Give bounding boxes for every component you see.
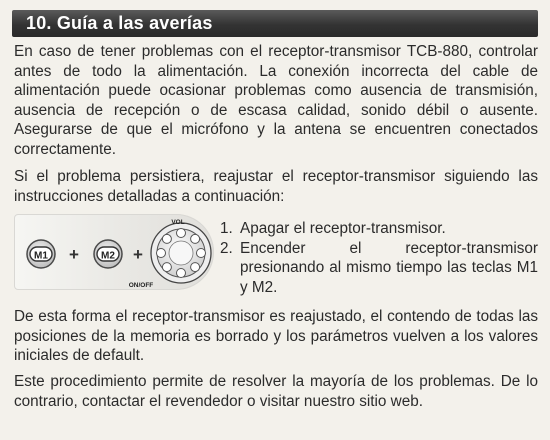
paragraph-reset-intro: Si el problema persistiera, reajustar el receptor-transmisor siguiendo las instrucciones detalladas a continuación: (14, 168, 538, 205)
m1-button-icon (27, 240, 55, 268)
paragraph-reset-result: De esta forma el receptor-transmisor es reajustado, el contendo de todas las posiciones de la memoria es borrado y los parámetros vuelven a los valores iniciales de default. (14, 308, 538, 364)
plus-sign-1: + (69, 245, 79, 264)
paragraph-power-check: En caso de tener problemas con el receptor-transmisor TCB-880, controlar antes de todo la alimentación. La conexión incorrecta del cable de alimentación puede ocasionar problemas como ausencia de transmisión, ausencia de recepción o de escasa calidad, sonido débil o ausente. Asegurarse de que el micrófono y la antena se encuentren conectados correctamente. (14, 43, 538, 158)
step-text: Apagar el receptor-transmisor. (240, 220, 446, 237)
step-text-block (220, 239, 538, 298)
step-number: 1. (220, 220, 233, 237)
section-title: 10. Guía a las averías (26, 13, 213, 33)
step-number: 2. (220, 239, 233, 257)
reset-diagram-graphic (14, 214, 214, 290)
knob-vol-label: VOL (171, 219, 185, 226)
step-item (220, 219, 538, 239)
m2-button-label: M2 (101, 250, 115, 262)
reset-diagram (14, 214, 214, 290)
m2-button-icon (94, 240, 122, 268)
volume-knob-icon (151, 223, 211, 283)
plus-sign-2: + (133, 245, 143, 264)
step-text-first-line: Encender el receptor-transmisor (240, 239, 538, 257)
step-item (220, 239, 538, 298)
reset-steps-list (220, 219, 538, 297)
step-text-rest: presionando al mismo tiempo las teclas M1 y M2. (240, 259, 538, 296)
paragraph-final-advice: Este procedimiento permite de resolver la mayoría de los problemas. De lo contrario, contactar el revendedor o visitar nuestro sitio web. (14, 373, 538, 410)
knob-onoff-label: ON/OFF (128, 282, 154, 289)
m1-button-label: M1 (34, 250, 48, 262)
